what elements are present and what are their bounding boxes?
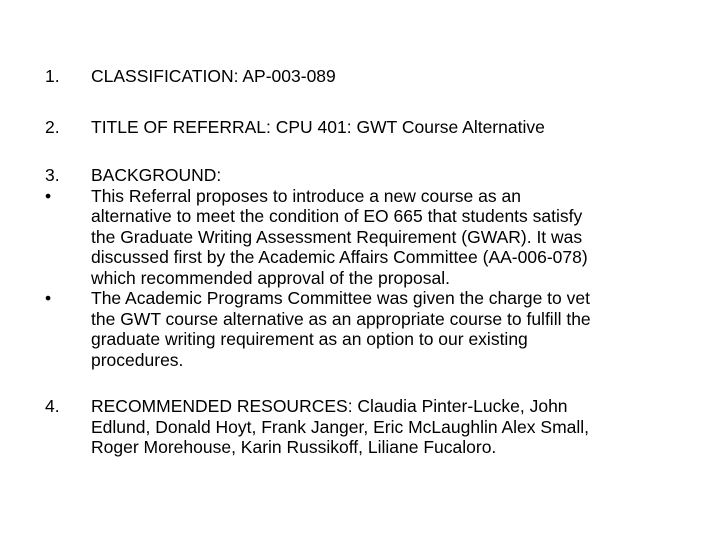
text-line: which recommended approval of the proposal. [91, 267, 450, 288]
background-bullet-1 [45, 186, 675, 289]
text-line: procedures. [91, 349, 184, 370]
bullet-text [91, 288, 675, 370]
text-line: RECOMMENDED RESOURCES: Claudia Pinter-Lucke, John [91, 396, 568, 416]
text-line: Edlund, Donald Hoyt, Frank Janger, Eric McLaughlin Alex Small, [91, 416, 590, 437]
classification-text: CLASSIFICATION: AP-003-089 [91, 66, 336, 86]
text-line: The Academic Programs Committee was given the charge to vet [91, 288, 590, 308]
text-line: the GWT course alternative as an appropriate course to fulfill the [91, 308, 591, 329]
text-line: This Referral proposes to introduce a new course as an [91, 185, 521, 206]
item-number: 2. [45, 117, 60, 137]
bullet-icon: • [45, 185, 52, 206]
recommended-resources-text [91, 396, 675, 458]
background-heading: BACKGROUND: [91, 165, 222, 185]
text-line: Roger Morehouse, Karin Russikoff, Liliane Fucaloro. [91, 437, 497, 457]
bullet-icon: • [45, 288, 52, 308]
list-item-classification [45, 66, 675, 87]
text-line: discussed first by the Academic Affairs Committee (AA-006-078) [91, 247, 588, 267]
bullet-text [91, 186, 675, 289]
background-bullet-2 [45, 288, 675, 370]
list-item-title [45, 117, 675, 138]
text-line: alternative to meet the condition of EO 665 that students satisfy [91, 206, 583, 226]
title-of-referral-text: TITLE OF REFERRAL: CPU 401: GWT Course Alternative [91, 117, 545, 137]
item-number: 3. [45, 165, 60, 185]
list-item-background [45, 165, 675, 370]
text-line: graduate writing requirement as an option to our existing [91, 329, 528, 349]
item-number: 4. [45, 396, 60, 416]
text-line: the Graduate Writing Assessment Requirement (GWAR). It was [91, 226, 583, 247]
list-item-recommended-resources [45, 396, 675, 458]
item-number: 1. [45, 66, 60, 86]
